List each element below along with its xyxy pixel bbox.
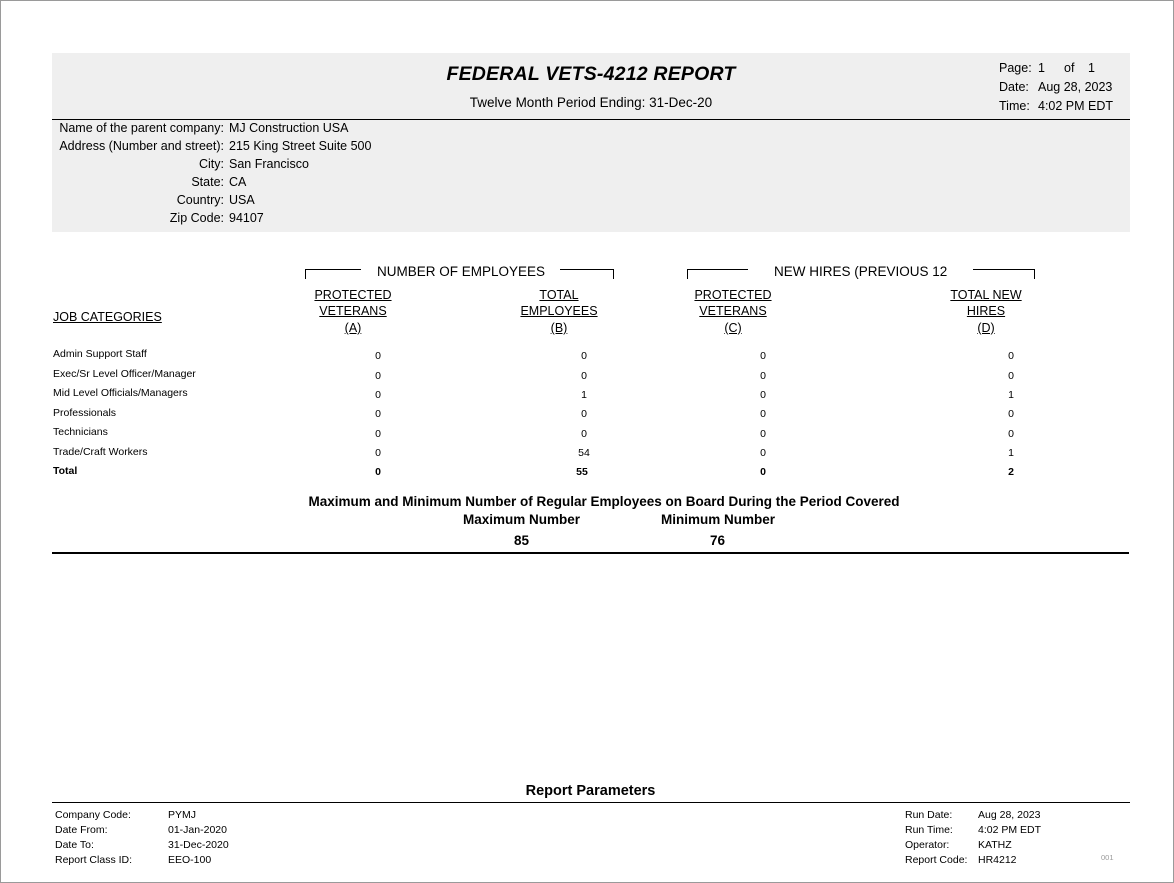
cell-b: 54 (578, 447, 590, 459)
param-label: Company Code: (55, 809, 131, 821)
page-total: 1 (1088, 61, 1095, 75)
date-label: Date: (999, 80, 1029, 94)
bracket-tick (613, 269, 614, 279)
cell-c: 0 (760, 389, 766, 401)
country-label: Country: (176, 193, 224, 207)
section-divider (52, 552, 1129, 554)
page-number: 1 (1038, 61, 1045, 75)
param-label: Operator: (905, 839, 950, 851)
total-label: Total (53, 465, 78, 477)
bracket-line (305, 269, 361, 270)
total-a: 0 (375, 466, 381, 478)
cell-c: 0 (760, 447, 766, 459)
max-number-value: 85 (514, 533, 530, 548)
bracket-line (687, 269, 748, 270)
total-d: 2 (1008, 466, 1014, 478)
param-label: Date From: (55, 824, 108, 836)
cell-d: 1 (1008, 389, 1014, 401)
zip-value: 94107 (229, 211, 264, 225)
cell-d: 0 (1008, 408, 1014, 420)
param-value: 01-Jan-2020 (168, 824, 227, 836)
column-header-c (673, 287, 793, 336)
param-label: Run Date: (905, 809, 953, 821)
page-of-label: of (1064, 61, 1075, 75)
param-label: Report Class ID: (55, 854, 133, 866)
city-value: San Francisco (229, 157, 309, 171)
param-value: EEO-100 (168, 854, 212, 866)
cell-a: 0 (375, 447, 381, 459)
bracket-tick (305, 269, 306, 279)
group-title-employees: NUMBER OF EMPLOYEES (377, 264, 546, 279)
footer-code: 001 (1101, 853, 1114, 862)
time-value: 4:02 PM EDT (1038, 99, 1114, 113)
column-header-line: VETERANS (319, 304, 387, 318)
param-label: Report Code: (905, 854, 968, 866)
row-label: Trade/Craft Workers (53, 446, 148, 458)
zip-label: Zip Code: (169, 211, 224, 225)
date-value: Aug 28, 2023 (1038, 80, 1113, 94)
cell-b: 0 (581, 370, 587, 382)
company-name-label: Name of the parent company: (59, 121, 224, 135)
param-value: HR4212 (978, 854, 1017, 866)
column-header-line: TOTAL (539, 288, 579, 302)
report-title: FEDERAL VETS-4212 REPORT (446, 63, 736, 85)
row-label: Professionals (53, 407, 117, 419)
group-title-new-hires: NEW HIRES (PREVIOUS 12 (774, 264, 948, 279)
bracket-tick (1034, 269, 1035, 279)
min-number-label: Minimum Number (661, 512, 776, 527)
cell-c: 0 (760, 350, 766, 362)
job-categories-header: JOB CATEGORIES (53, 310, 162, 324)
bracket-line (973, 269, 1035, 270)
column-header-line: PROTECTED (694, 288, 772, 302)
country-value: USA (229, 193, 255, 207)
max-number-label: Maximum Number (463, 512, 581, 527)
column-header-line: VETERANS (699, 304, 767, 318)
param-value: KATHZ (978, 839, 1012, 851)
cell-c: 0 (760, 370, 766, 382)
param-label: Date To: (55, 839, 94, 851)
address-value: 215 King Street Suite 500 (229, 139, 372, 153)
column-header-a (293, 287, 413, 336)
row-label: Exec/Sr Level Officer/Manager (53, 368, 196, 380)
column-header-line: EMPLOYEES (520, 304, 598, 318)
cell-a: 0 (375, 389, 381, 401)
parameters-divider (52, 802, 1130, 803)
row-label: Admin Support Staff (53, 348, 147, 360)
report-subtitle: Twelve Month Period Ending: 31-Dec-20 (469, 95, 713, 110)
column-header-line: (C) (724, 321, 742, 335)
page-label: Page: (999, 61, 1032, 75)
cell-b: 0 (581, 408, 587, 420)
address-label: Address (Number and street): (59, 139, 224, 153)
maxmin-title: Maximum and Minimum Number of Regular Employees on Board During the Period Covered (308, 494, 900, 509)
state-value: CA (229, 175, 247, 189)
column-header-b (499, 287, 619, 336)
column-header-line: PROTECTED (314, 288, 392, 302)
bracket-tick (687, 269, 688, 279)
param-value: 31-Dec-2020 (168, 839, 229, 851)
column-header-line: (A) (344, 321, 362, 335)
cell-d: 0 (1008, 370, 1014, 382)
time-label: Time: (999, 99, 1030, 113)
total-c: 0 (760, 466, 766, 478)
city-label: City: (199, 157, 224, 171)
total-b: 55 (576, 466, 588, 478)
cell-b: 0 (581, 428, 587, 440)
param-value: Aug 28, 2023 (978, 809, 1041, 821)
cell-a: 0 (375, 370, 381, 382)
param-value: 4:02 PM EDT (978, 824, 1042, 836)
company-name-value: MJ Construction USA (229, 121, 349, 135)
param-value: PYMJ (168, 809, 197, 821)
column-header-line: (B) (550, 321, 568, 335)
row-label: Mid Level Officials/Managers (53, 387, 188, 399)
cell-d: 0 (1008, 428, 1014, 440)
column-header-d (926, 287, 1046, 336)
column-header-line: HIRES (966, 304, 1006, 318)
cell-a: 0 (375, 428, 381, 440)
param-label: Run Time: (905, 824, 953, 836)
cell-a: 0 (375, 350, 381, 362)
cell-b: 0 (581, 350, 587, 362)
cell-b: 1 (581, 389, 587, 401)
bracket-line (560, 269, 614, 270)
min-number-value: 76 (710, 533, 726, 548)
cell-c: 0 (760, 428, 766, 440)
column-header-line: (D) (977, 321, 995, 335)
cell-d: 1 (1008, 447, 1014, 459)
cell-a: 0 (375, 408, 381, 420)
state-label: State: (191, 175, 224, 189)
cell-c: 0 (760, 408, 766, 420)
row-label: Technicians (53, 426, 108, 438)
cell-d: 0 (1008, 350, 1014, 362)
column-header-line: TOTAL NEW (950, 288, 1022, 302)
parameters-title: Report Parameters (525, 783, 656, 799)
